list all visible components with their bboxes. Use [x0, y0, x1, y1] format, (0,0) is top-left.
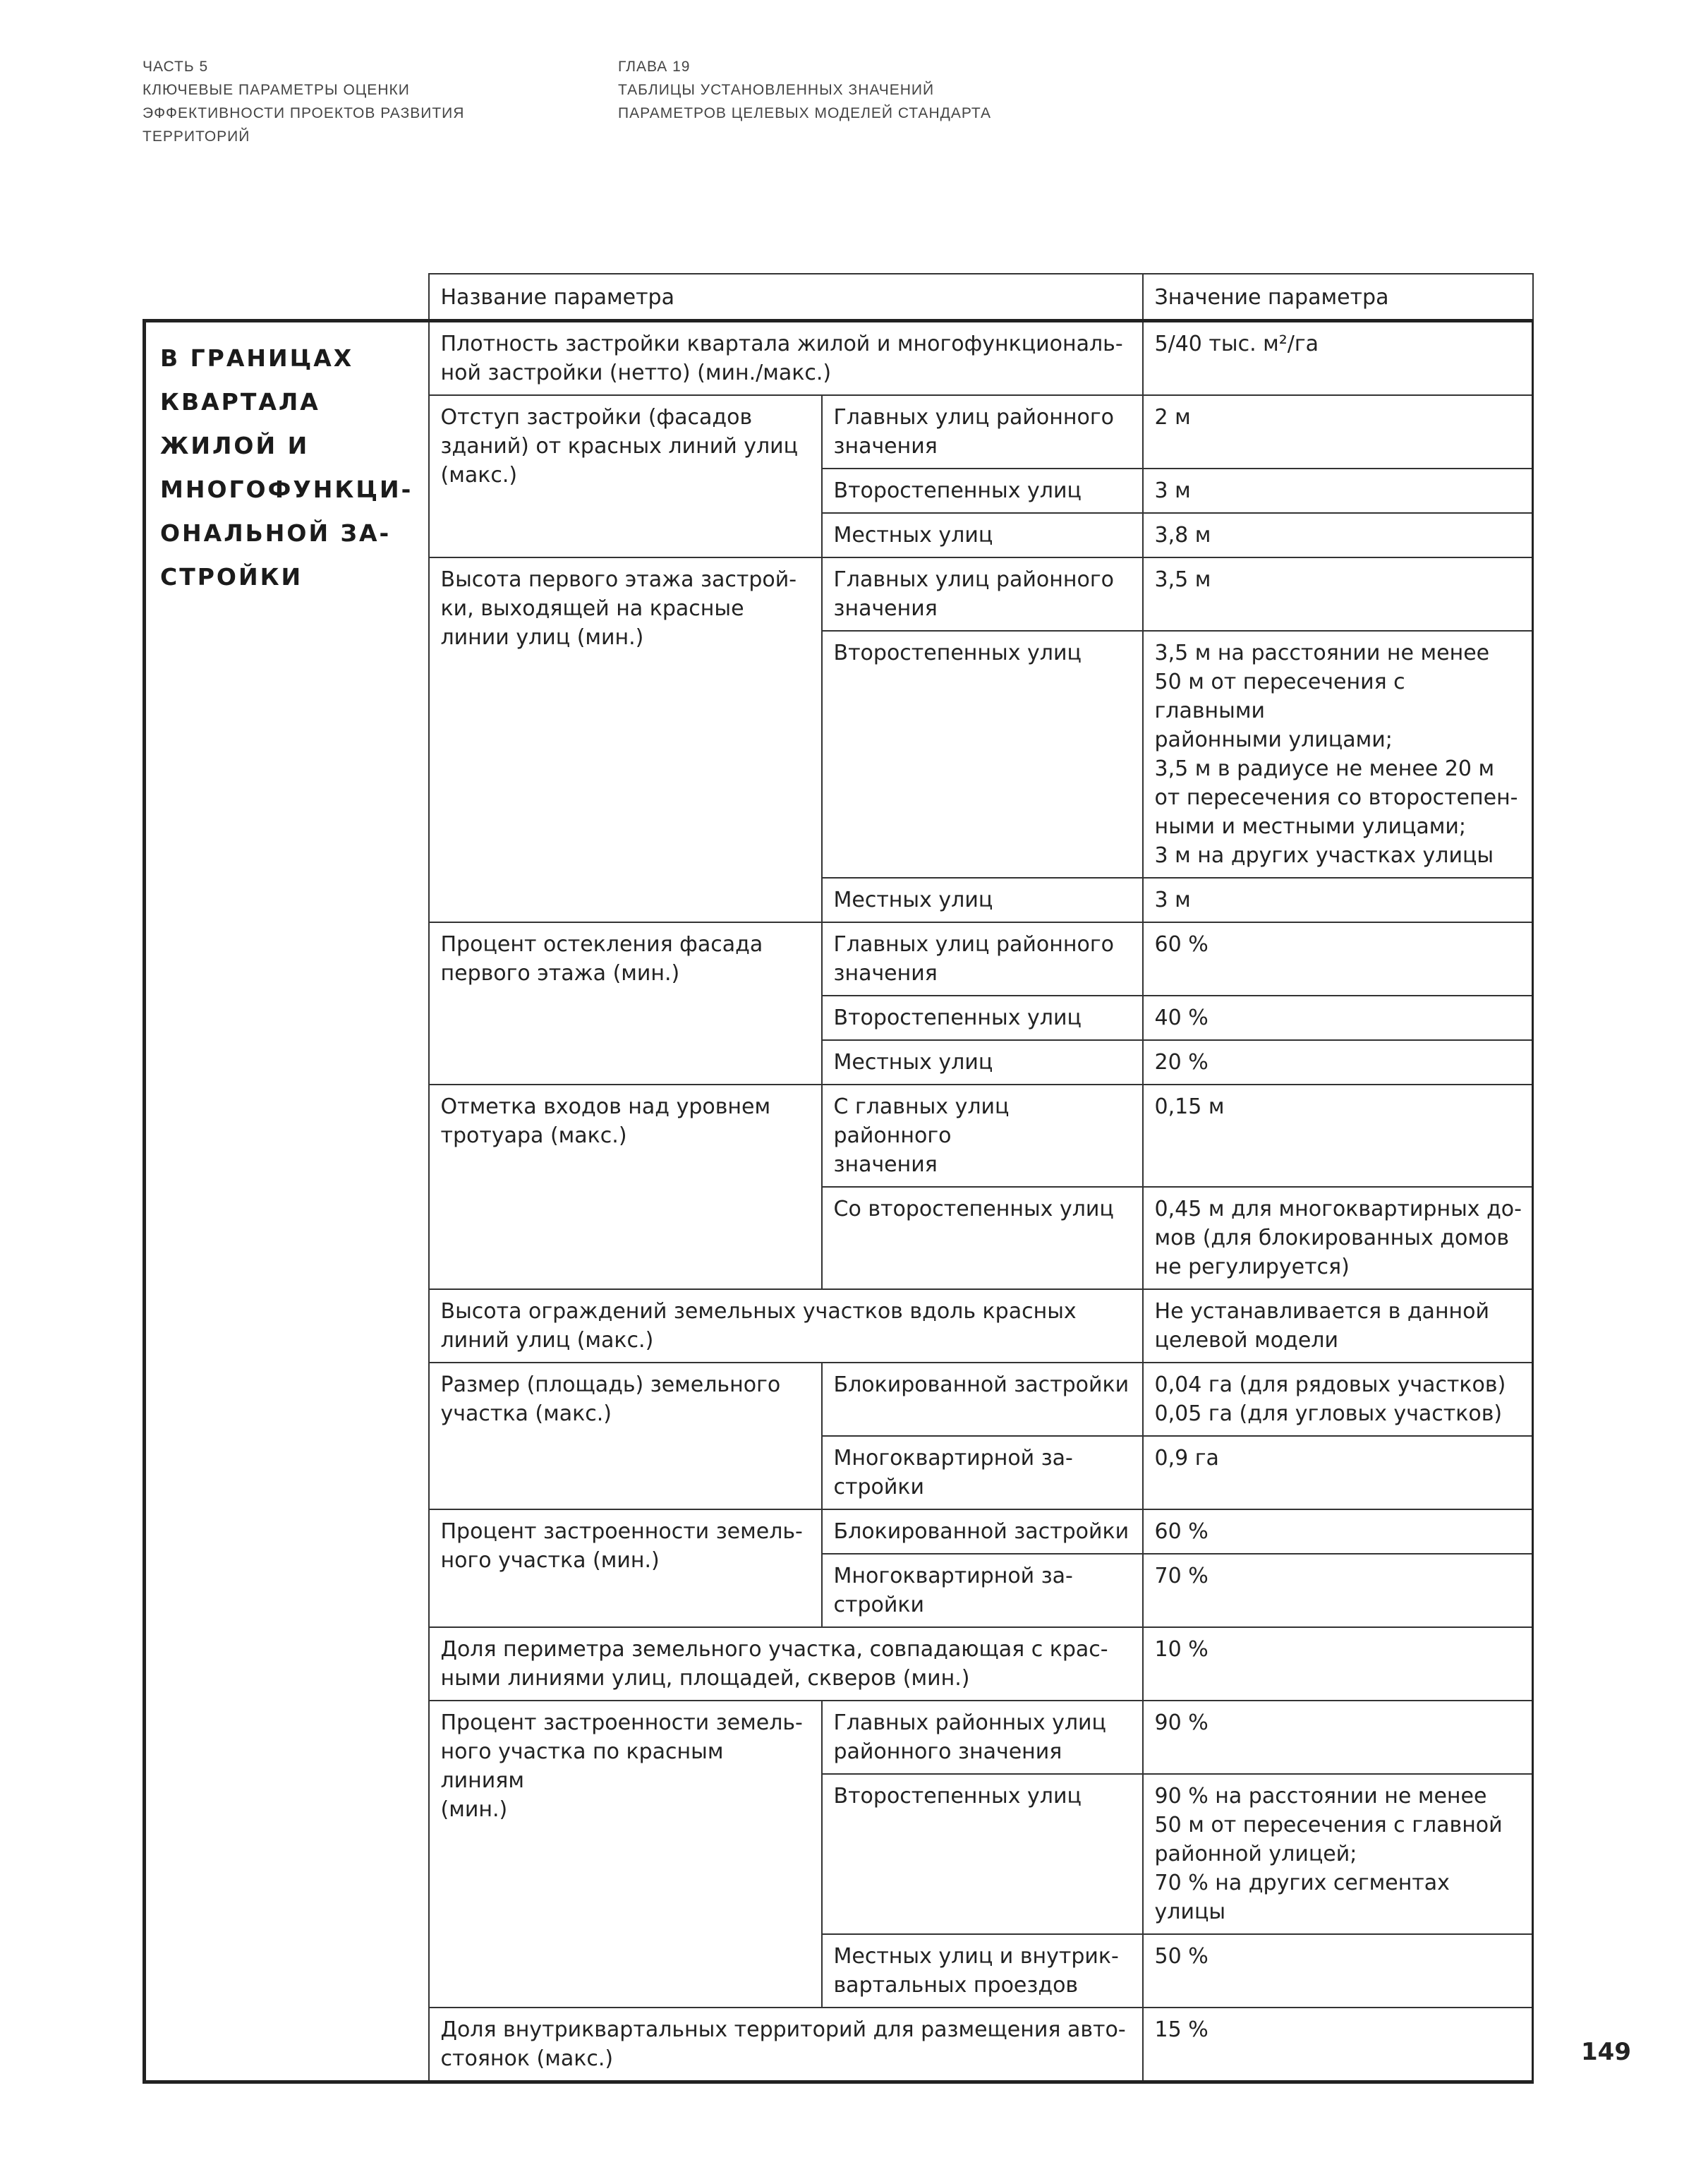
- parameter-subcategory: Многоквартирной за- стройки: [822, 1436, 1143, 1509]
- parameter-subcategory: Главных улиц районного значения: [822, 922, 1143, 996]
- running-head-line: ГЛАВА 19: [618, 59, 691, 75]
- parameter-value: 3,5 м: [1143, 557, 1533, 631]
- parameter-name: Плотность застройки квартала жилой и многофункциональ- ной застройки (нетто) (мин./макс.): [429, 321, 1143, 396]
- parameter-value: 50 %: [1143, 1934, 1533, 2008]
- parameter-subcategory: Второстепенных улиц: [822, 469, 1143, 513]
- parameter-value: 3 м: [1143, 878, 1533, 922]
- parameter-name: Отметка входов над уровнем тротуара (макс.): [429, 1085, 822, 1289]
- parameter-subcategory: Главных улиц районного значения: [822, 557, 1143, 631]
- running-head-part: [143, 55, 464, 148]
- parameter-value: 0,45 м для многоквартирных до- мов (для блокированных домов не регулируется): [1143, 1187, 1533, 1289]
- parameter-subcategory: Местных улиц и внутрик- вартальных проездов: [822, 1934, 1143, 2008]
- parameter-name: Размер (площадь) земельного участка (макс.): [429, 1363, 822, 1509]
- parameter-name: Процент застроенности земель- ного участка по красным линиям (мин.): [429, 1701, 822, 2008]
- parameter-subcategory: Местных улиц: [822, 1040, 1143, 1085]
- parameter-value: 2 м: [1143, 395, 1533, 469]
- section-label: В ГРАНИЦАХ КВАРТАЛА ЖИЛОЙ И МНОГОФУНКЦИ-ОНАЛЬНОЙ ЗА-СТРОЙКИ: [145, 321, 429, 2082]
- parameter-subcategory: Главных улиц районного значения: [822, 395, 1143, 469]
- parameter-subcategory: Блокированной застройки: [822, 1509, 1143, 1554]
- running-head-chapter: [618, 55, 991, 125]
- parameter-value: 5/40 тыс. м²/га: [1143, 321, 1533, 396]
- header-parameter-name: Название параметра: [429, 274, 1143, 321]
- parameter-subcategory: С главных улиц районного значения: [822, 1085, 1143, 1187]
- parameter-subcategory: Местных улиц: [822, 878, 1143, 922]
- parameter-subcategory: Главных районных улиц районного значения: [822, 1701, 1143, 1774]
- parameter-value: 60 %: [1143, 922, 1533, 996]
- parameter-subcategory: Местных улиц: [822, 513, 1143, 557]
- parameter-name: Процент остекления фасада первого этажа (мин.): [429, 922, 822, 1085]
- parameter-name: Отступ застройки (фасадов зданий) от красных линий улиц (макс.): [429, 395, 822, 557]
- parameter-value: 0,9 га: [1143, 1436, 1533, 1509]
- parameter-value: 3,5 м на расстоянии не менее 50 м от пересечения с главными районными улицами; 3,5 м в радиусе не менее 20 м от пересечения со второстепен- ными и местными улицами; 3 м на других участках улицы: [1143, 631, 1533, 878]
- running-head-line: ЭФФЕКТИВНОСТИ ПРОЕКТОВ РАЗВИТИЯ: [143, 105, 465, 121]
- parameter-value: 60 %: [1143, 1509, 1533, 1554]
- running-head-line: ТАБЛИЦЫ УСТАНОВЛЕННЫХ ЗНАЧЕНИЙ: [618, 82, 935, 98]
- table-header-row: [145, 274, 1533, 321]
- parameter-name: Процент застроенности земель- ного участка (мин.): [429, 1509, 822, 1627]
- parameter-subcategory: Со второстепенных улиц: [822, 1187, 1143, 1289]
- parameters-table: [143, 273, 1534, 2084]
- parameter-subcategory: Второстепенных улиц: [822, 1774, 1143, 1934]
- parameter-subcategory: Второстепенных улиц: [822, 631, 1143, 878]
- parameter-value: 20 %: [1143, 1040, 1533, 1085]
- parameter-name: Доля периметра земельного участка, совпадающая с крас- ными линиями улиц, площадей, скверов (мин.): [429, 1627, 1143, 1701]
- parameter-subcategory: Многоквартирной за- стройки: [822, 1554, 1143, 1627]
- running-head-line: КЛЮЧЕВЫЕ ПАРАМЕТРЫ ОЦЕНКИ: [143, 82, 410, 98]
- parameter-value: 10 %: [1143, 1627, 1533, 1701]
- parameter-name: Высота первого этажа застрой- ки, выходящей на красные линии улиц (мин.): [429, 557, 822, 922]
- parameter-value: 15 %: [1143, 2008, 1533, 2082]
- parameter-value: Не устанавливается в данной целевой модели: [1143, 1289, 1533, 1363]
- parameter-value: 40 %: [1143, 996, 1533, 1040]
- parameter-value: 90 % на расстоянии не менее 50 м от пересечения с главной районной улицей; 70 % на других сегментах улицы: [1143, 1774, 1533, 1934]
- parameter-value: 70 %: [1143, 1554, 1533, 1627]
- parameter-subcategory: Второстепенных улиц: [822, 996, 1143, 1040]
- parameter-name: Высота ограждений земельных участков вдоль красных линий улиц (макс.): [429, 1289, 1143, 1363]
- running-head-line: ЧАСТЬ 5: [143, 59, 209, 75]
- header-parameter-value: Значение параметра: [1143, 274, 1533, 321]
- running-head-line: ТЕРРИТОРИЙ: [143, 128, 250, 145]
- parameter-value: 3,8 м: [1143, 513, 1533, 557]
- parameter-value: 3 м: [1143, 469, 1533, 513]
- parameter-name: Доля внутриквартальных территорий для размещения авто- стоянок (макс.): [429, 2008, 1143, 2082]
- table-row: [145, 321, 1533, 396]
- page-number: 149: [1581, 2038, 1631, 2066]
- parameter-value: 0,15 м: [1143, 1085, 1533, 1187]
- empty-corner-cell: [145, 274, 429, 321]
- parameter-value: 0,04 га (для рядовых участков) 0,05 га (для угловых участков): [1143, 1363, 1533, 1436]
- parameter-subcategory: Блокированной застройки: [822, 1363, 1143, 1436]
- running-head-line: ПАРАМЕТРОВ ЦЕЛЕВЫХ МОДЕЛЕЙ СТАНДАРТА: [618, 105, 992, 121]
- parameter-value: 90 %: [1143, 1701, 1533, 1774]
